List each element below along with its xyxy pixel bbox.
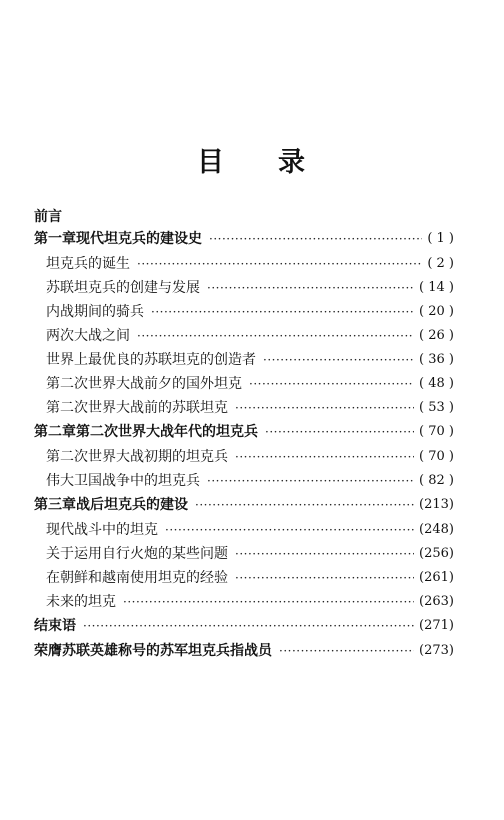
toc-page-number: ( 2 ) <box>427 256 454 271</box>
toc-entry[interactable] <box>46 373 454 395</box>
page-title <box>0 140 504 179</box>
toc-page-number: (273) <box>419 643 454 658</box>
dot-leader <box>151 301 414 323</box>
toc-page-number: ( 26 ) <box>419 328 454 343</box>
toc-entry-label: 战后坦克兵的建设 <box>76 497 188 513</box>
toc-entry-preface[interactable] <box>34 206 454 228</box>
chapter-number: 第三章 <box>34 497 76 513</box>
toc-entry[interactable] <box>46 397 454 419</box>
toc-page-number: ( 14 ) <box>419 280 454 295</box>
toc-entry-chapter-3[interactable] <box>34 494 454 516</box>
toc-entry-appendix[interactable] <box>34 640 454 662</box>
toc-entry-label: 第二次世界大战初期的坦克兵 <box>46 449 228 465</box>
toc-entry-label: 内战期间的骑兵 <box>46 304 144 320</box>
dot-leader <box>207 470 414 492</box>
dot-leader <box>265 421 414 443</box>
title-char-2: 录 <box>278 147 307 178</box>
toc-entry[interactable] <box>46 446 454 468</box>
toc-entry[interactable] <box>46 325 454 347</box>
toc-entry-chapter-1[interactable] <box>34 228 454 250</box>
dot-leader <box>123 591 414 613</box>
toc-entry-label: 现代战斗中的坦克 <box>46 522 158 538</box>
toc-entry-label: 关于运用自行火炮的某些问题 <box>46 546 228 562</box>
chapter-number: 第一章 <box>34 231 76 247</box>
toc-entry[interactable] <box>46 519 454 541</box>
dot-leader <box>195 494 414 516</box>
toc-page-number: ( 82 ) <box>419 473 454 488</box>
dot-leader <box>249 373 414 395</box>
toc-entry-label: 第二次世界大战年代的坦克兵 <box>76 424 258 440</box>
toc-page-number: (256) <box>419 546 454 561</box>
toc-entry-label: 前言 <box>34 209 62 225</box>
toc-page-number: ( 48 ) <box>419 376 454 391</box>
toc-entry-label: 坦克兵的诞生 <box>46 256 130 272</box>
toc-entry[interactable] <box>46 349 454 371</box>
toc-page-number: ( 70 ) <box>419 449 454 464</box>
toc-page-number: (213) <box>419 497 454 512</box>
toc-entry[interactable] <box>46 470 454 492</box>
dot-leader <box>209 228 422 250</box>
toc-entry-label: 在朝鲜和越南使用坦克的经验 <box>46 570 228 586</box>
toc-page-number: ( 1 ) <box>427 231 454 246</box>
chapter-number: 第二章 <box>34 424 76 440</box>
toc-page-number: (271) <box>419 618 454 633</box>
toc-entry-label: 伟大卫国战争中的坦克兵 <box>46 473 200 489</box>
toc-page-number: ( 36 ) <box>419 352 454 367</box>
toc-entry[interactable] <box>46 591 454 613</box>
dot-leader <box>83 615 414 637</box>
toc-page-number: (263) <box>419 594 454 609</box>
toc-entry-label: 两次大战之间 <box>46 328 130 344</box>
toc-entry[interactable] <box>46 253 454 275</box>
dot-leader <box>137 253 422 275</box>
toc-entry[interactable] <box>46 543 454 565</box>
toc-page-number: ( 20 ) <box>419 304 454 319</box>
toc-entry-chapter-2[interactable] <box>34 421 454 443</box>
toc-page-number: (261) <box>419 570 454 585</box>
dot-leader <box>207 277 414 299</box>
toc-entry-label: 第二次世界大战前夕的国外坦克 <box>46 376 242 392</box>
dot-leader <box>279 640 414 662</box>
toc-entry-label: 未来的坦克 <box>46 594 116 610</box>
dot-leader <box>235 543 414 565</box>
dot-leader <box>263 349 414 371</box>
toc-entry-label: 世界上最优良的苏联坦克的创造者 <box>46 352 256 368</box>
toc-entry[interactable] <box>46 277 454 299</box>
dot-leader <box>137 325 414 347</box>
dot-leader <box>235 446 414 468</box>
title-char-1: 目 <box>197 147 226 178</box>
toc-entry-conclusion[interactable] <box>34 615 454 637</box>
dot-leader <box>235 567 414 589</box>
toc-entry-label: 结束语 <box>34 618 76 634</box>
toc-entry-label: 苏联坦克兵的创建与发展 <box>46 280 200 296</box>
dot-leader <box>235 397 414 419</box>
dot-leader <box>165 519 414 541</box>
toc-page-number: ( 53 ) <box>419 400 454 415</box>
toc-entry-label: 现代坦克兵的建设史 <box>76 231 202 247</box>
toc-page-number: ( 70 ) <box>419 424 454 439</box>
toc-page-number: (248) <box>419 522 454 537</box>
toc-entry-label: 第二次世界大战前的苏联坦克 <box>46 400 228 416</box>
toc-entry[interactable] <box>46 301 454 323</box>
toc-entry-label: 荣膺苏联英雄称号的苏军坦克兵指战员 <box>34 643 272 659</box>
toc-entry[interactable] <box>46 567 454 589</box>
